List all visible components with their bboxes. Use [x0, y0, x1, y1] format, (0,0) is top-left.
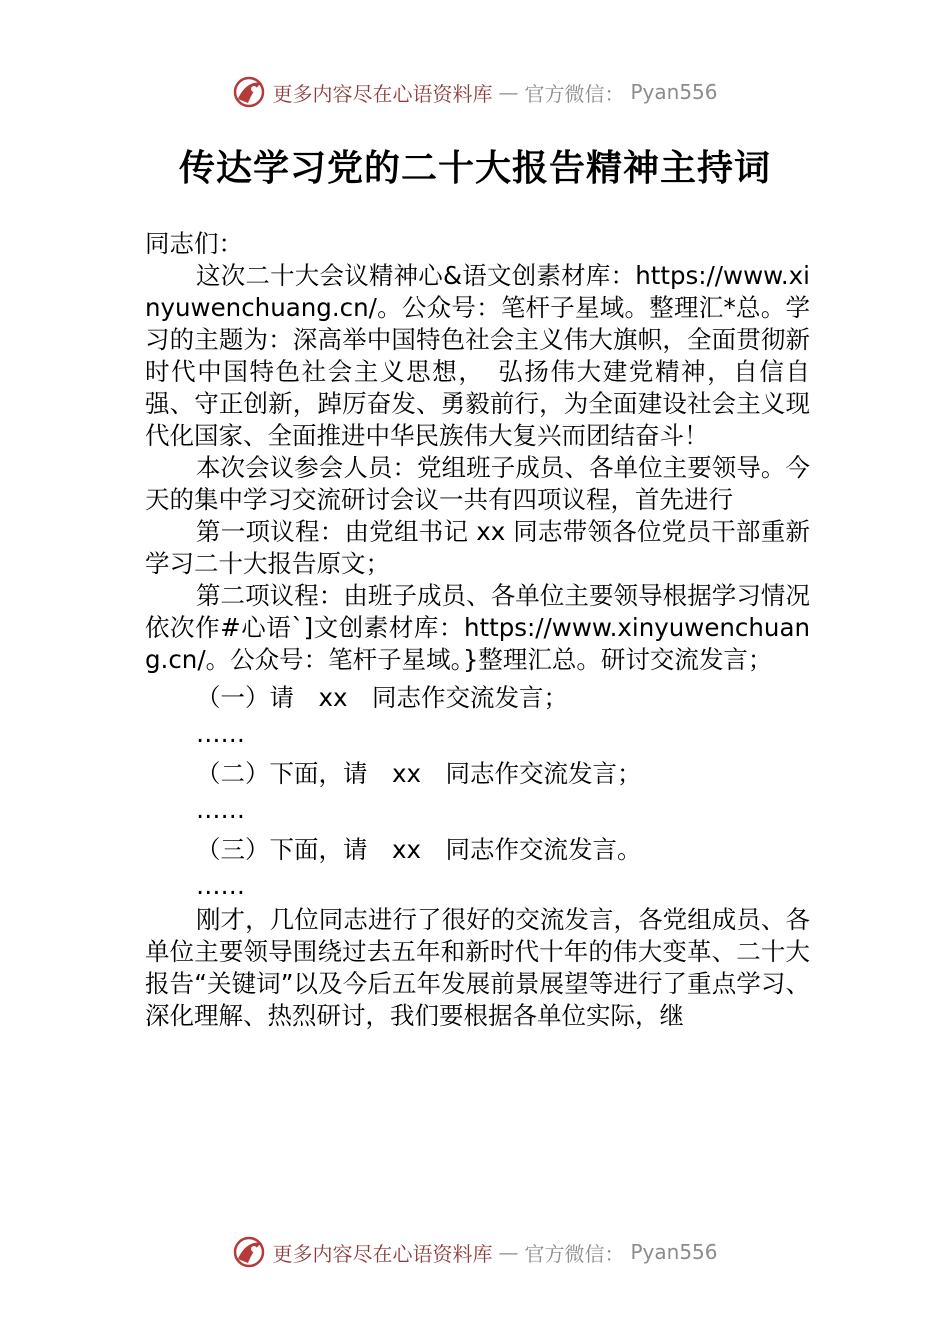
banner-official-label: 官方微信：: [524, 1241, 625, 1266]
ellipsis-two: ……: [196, 795, 245, 824]
speaker-item-two: （二）下面，请 xx 同志作交流发言；: [196, 759, 642, 788]
paragraph-attendees: 本次会议参会人员：党组班子成员、各单位主要领导。今天的集中学习交流研讨会议一共有四项议程，首先进行: [145, 453, 810, 514]
header-watermark-banner: [0, 72, 950, 112]
banner-main-text: 更多内容尽在心语资料库: [272, 81, 493, 106]
document-title: 传达学习党的二十大报告精神主持词: [178, 147, 771, 189]
banner-separator: —: [498, 1240, 519, 1264]
paragraph-agenda-two: 第二项议程：由班子成员、各单位主要领导根据学习情况依次作#心语`]文创素材库：https://www.xinyuwenchuang.cn/。公众号：笔杆子星域。}整理汇总。研讨交流发言；: [145, 581, 810, 674]
paragraph-closing: 刚才，几位同志进行了很好的交流发言，各党组成员、各单位主要领导围绕过去五年和新时代十年的伟大变革、二十大报告“关键词”以及今后五年发展前景展望等进行了重点学习、深化理解、热烈研讨，我们要根据各单位实际，继: [145, 905, 810, 1030]
salutation: 同志们：: [145, 229, 243, 258]
footer-watermark-banner: [0, 1232, 950, 1272]
ellipsis-three: ……: [196, 871, 245, 900]
brand-logo-icon: [232, 75, 266, 109]
brand-logo-icon: [232, 1235, 266, 1269]
ellipsis-one: ……: [196, 719, 245, 748]
speaker-item-three: （三）下面，请 xx 同志作交流发言。: [196, 835, 642, 864]
paragraph-agenda-one: 第一项议程：由党组书记 xx 同志带领各位党员干部重新学习二十大报告原文；: [145, 517, 810, 578]
banner-wechat-id: Pyan556: [630, 1240, 718, 1264]
banner-separator: —: [498, 80, 519, 104]
banner-official-label: 官方微信：: [524, 81, 625, 106]
document-body: [145, 228, 810, 1032]
banner-main-text: 更多内容尽在心语资料库: [272, 1241, 493, 1266]
speaker-item-one: （一）请 xx 同志作交流发言；: [196, 683, 568, 712]
banner-wechat-id: Pyan556: [630, 80, 718, 104]
paragraph-theme: 这次二十大会议精神心&语文创素材库：https://www.xinyuwenchuang.cn/。公众号：笔杆子星域。整理汇*总。学习的主题为：深高举中国特色社会主义伟大旗帜，全面贯彻新时代中国特色社会主义思想， 弘扬伟大建党精神，自信自强、守正创新，踔厉奋发、勇毅前行，为全面建设社会主义现代化国家、全面推进中华民族伟大复兴而团结奋斗！: [145, 261, 810, 450]
